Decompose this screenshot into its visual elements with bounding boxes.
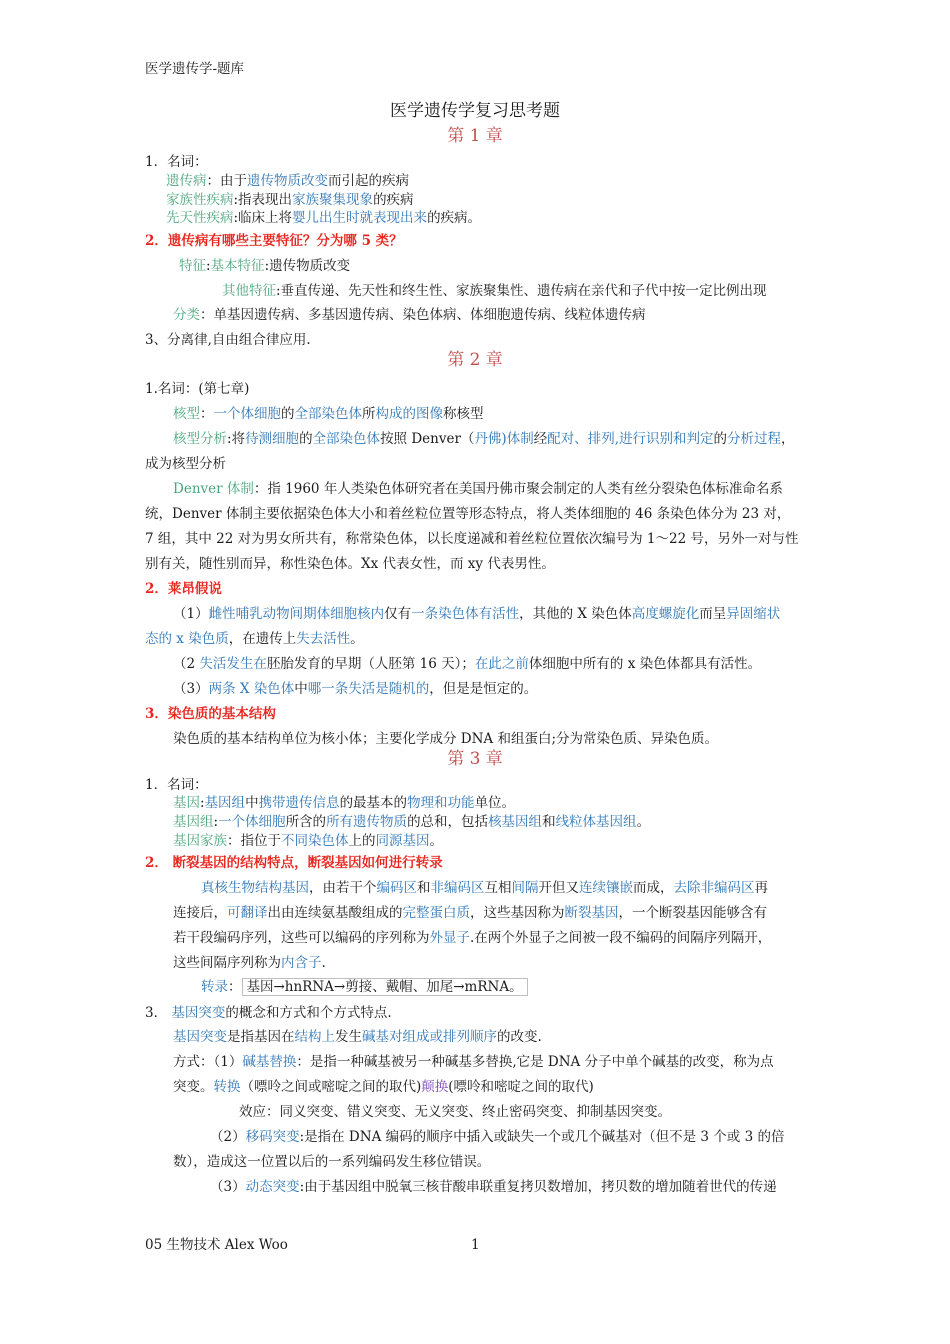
term-genome: 基因组:一个体细胞所含的所有遗传物质的总和，包括核基因组和线粒体基因组。 <box>173 814 651 830</box>
split-gene-line-2: 连接后，可翻译出由连续氨基酸组成的完整蛋白质，这些基因称为断裂基因，一个断裂基因能够含有 <box>173 905 767 921</box>
mutation-substitution: 方式：（1）碱基替换：是指一种碱基被另一种碱基多替换,它是 DNA 分子中单个碱基的改变，称为点 <box>173 1054 774 1070</box>
lyon-point-1: （1）雌性哺乳动物间期体细胞核内仅有一条染色体有活性，其他的 X 染色体高度螺旋化而呈异固缩状 <box>173 606 781 622</box>
ch2-q3: 3．染色质的基本结构 <box>145 706 276 722</box>
feature-basic: 特征:基本特征:遗传物质改变 <box>179 258 351 274</box>
split-gene-line-1: 真核生物结构基因，由若干个编码区和非编码区互相间隔开但又连续镶嵌而成，去除非编码区再 <box>201 880 768 896</box>
ch3-q2: 2． 断裂基因的结构特点，断裂基因如何进行转录 <box>145 855 443 871</box>
term-denver-system: Denver 体制：指 1960 年人类染色体研究者在美国丹佛市聚会制定的人类有丝分裂染色体标准命名系 <box>173 481 783 497</box>
running-header: 医学遗传学-题库 <box>145 61 245 77</box>
term-karyotype: 核型：一个体细胞的全部染色体所构成的图像称核型 <box>173 406 484 422</box>
mutation-effects: 效应：同义突变、错义突变、无义突变、终止密码突变、抑制基因突变。 <box>239 1104 671 1120</box>
ch3-q1-label: 1．名词： <box>145 777 208 793</box>
term-familial-disease: 家族性疾病:指表现出家族聚集现象的疾病 <box>166 192 414 208</box>
mutation-substitution-cont: 突变。转换（嘌呤之间或嘧啶之间的取代)颠换(嘌呤和嘧啶之间的取代) <box>173 1079 594 1095</box>
term-hereditary-disease: 遗传病：由于遗传物质改变而引起的疾病 <box>166 173 409 189</box>
ch1-q2: 2．遗传病有哪些主要特征？分为哪 5 类？ <box>145 233 403 249</box>
ch3-q3: 3． 基因突变的概念和方式和个方式特点. <box>145 1005 392 1021</box>
karyotype-analysis-cont: 成为核型分析 <box>145 456 226 472</box>
lyon-point-2: （2 失活发生在胚胎发育的早期（人胚第 16 天）；在此之前体细胞中所有的 x 染色体都具有活性。 <box>173 656 762 672</box>
ch2-q1-label: 1.名词：(第七章) <box>145 381 250 397</box>
chromatin-structure: 染色质的基本结构单位为核小体；主要化学成分 DNA 和组蛋白;分为常染色质、异染色质。 <box>173 731 719 747</box>
ch2-q2: 2．莱昂假说 <box>145 581 222 597</box>
term-gene: 基因:基因组中携带遗传信息的最基本的物理和功能单位。 <box>173 795 516 811</box>
mutation-frameshift-cont: 数），造成这一位置以后的一系列编码发生移位错误。 <box>173 1154 491 1170</box>
transcription-line: 转录： 基因→hnRNA→剪接、戴帽、加尾→mRNA。 <box>201 978 528 996</box>
mutation-frameshift: （2）移码突变:是指在 DNA 编码的顺序中插入或缺失一个或几个碱基对（但不是 3 个或 3 的倍 <box>210 1129 785 1145</box>
denver-line-4: 别有关，随性别而异，称性染色体。Xx 代表女性，而 xy 代表男性。 <box>145 556 555 572</box>
chapter-3-heading: 第 3 章 <box>447 749 503 769</box>
page-number: 1 <box>471 1237 480 1253</box>
split-gene-line-4: 这些间隔序列称为内含子. <box>173 955 326 971</box>
feature-other: 其他特征:垂直传递、先天性和终生性、家族聚集性、遗传病在亲代和子代中按一定比例出现 <box>222 283 767 299</box>
chapter-1-heading: 第 1 章 <box>447 126 503 146</box>
split-gene-line-3: 若干段编码序列，这些可以编码的序列称为外显子.在两个外显子之间被一段不编码的间隔序列隔开， <box>173 930 772 946</box>
term-gene-family: 基因家族：指位于不同染色体上的同源基因。 <box>173 833 443 849</box>
transcription-flow-box: 基因→hnRNA→剪接、戴帽、加尾→mRNA。 <box>242 978 528 996</box>
document-title: 医学遗传学复习思考题 <box>390 101 560 121</box>
ch1-q1-label: 1．名词： <box>145 154 208 170</box>
chapter-2-heading: 第 2 章 <box>447 350 503 370</box>
footer-author: 05 生物技术 Alex Woo <box>145 1237 288 1253</box>
mutation-dynamic: （3）动态突变:由于基因组中脱氧三核苷酸串联重复拷贝数增加，拷贝数的增加随着世代的传递 <box>210 1179 777 1195</box>
ch1-q3: 3、分离律,自由组合律应用. <box>145 332 311 348</box>
mutation-definition: 基因突变是指基因在结构上发生碱基对组成或排列顺序的改变. <box>173 1029 542 1045</box>
lyon-point-1-cont: 态的 x 染色质，在遗传上失去活性。 <box>145 631 364 647</box>
term-karyotype-analysis: 核型分析:将待测细胞的全部染色体按照 Denver（丹佛)体制经配对、排列,进行识别和判定的分析过程， <box>173 431 795 447</box>
term-congenital-disease: 先天性疾病:临床上将婴儿出生时就表现出来的疾病。 <box>166 210 482 226</box>
denver-line-2: 统，Denver 体制主要依据染色体大小和着丝粒位置等形态特点，将人类体细胞的 46 条染色体分为 23 对， <box>145 506 791 522</box>
classification: 分类：单基因遗传病、多基因遗传病、染色体病、体细胞遗传病、线粒体遗传病 <box>173 307 646 323</box>
denver-line-3: 7 组，其中 22 对为男女所共有，称常染色体，以长度递减和着丝粒位置依次编号为 1～22 号，另外一对与性 <box>145 531 799 547</box>
lyon-point-3: （3）两条 X 染色体中哪一条失活是随机的，但是是恒定的。 <box>173 681 538 697</box>
